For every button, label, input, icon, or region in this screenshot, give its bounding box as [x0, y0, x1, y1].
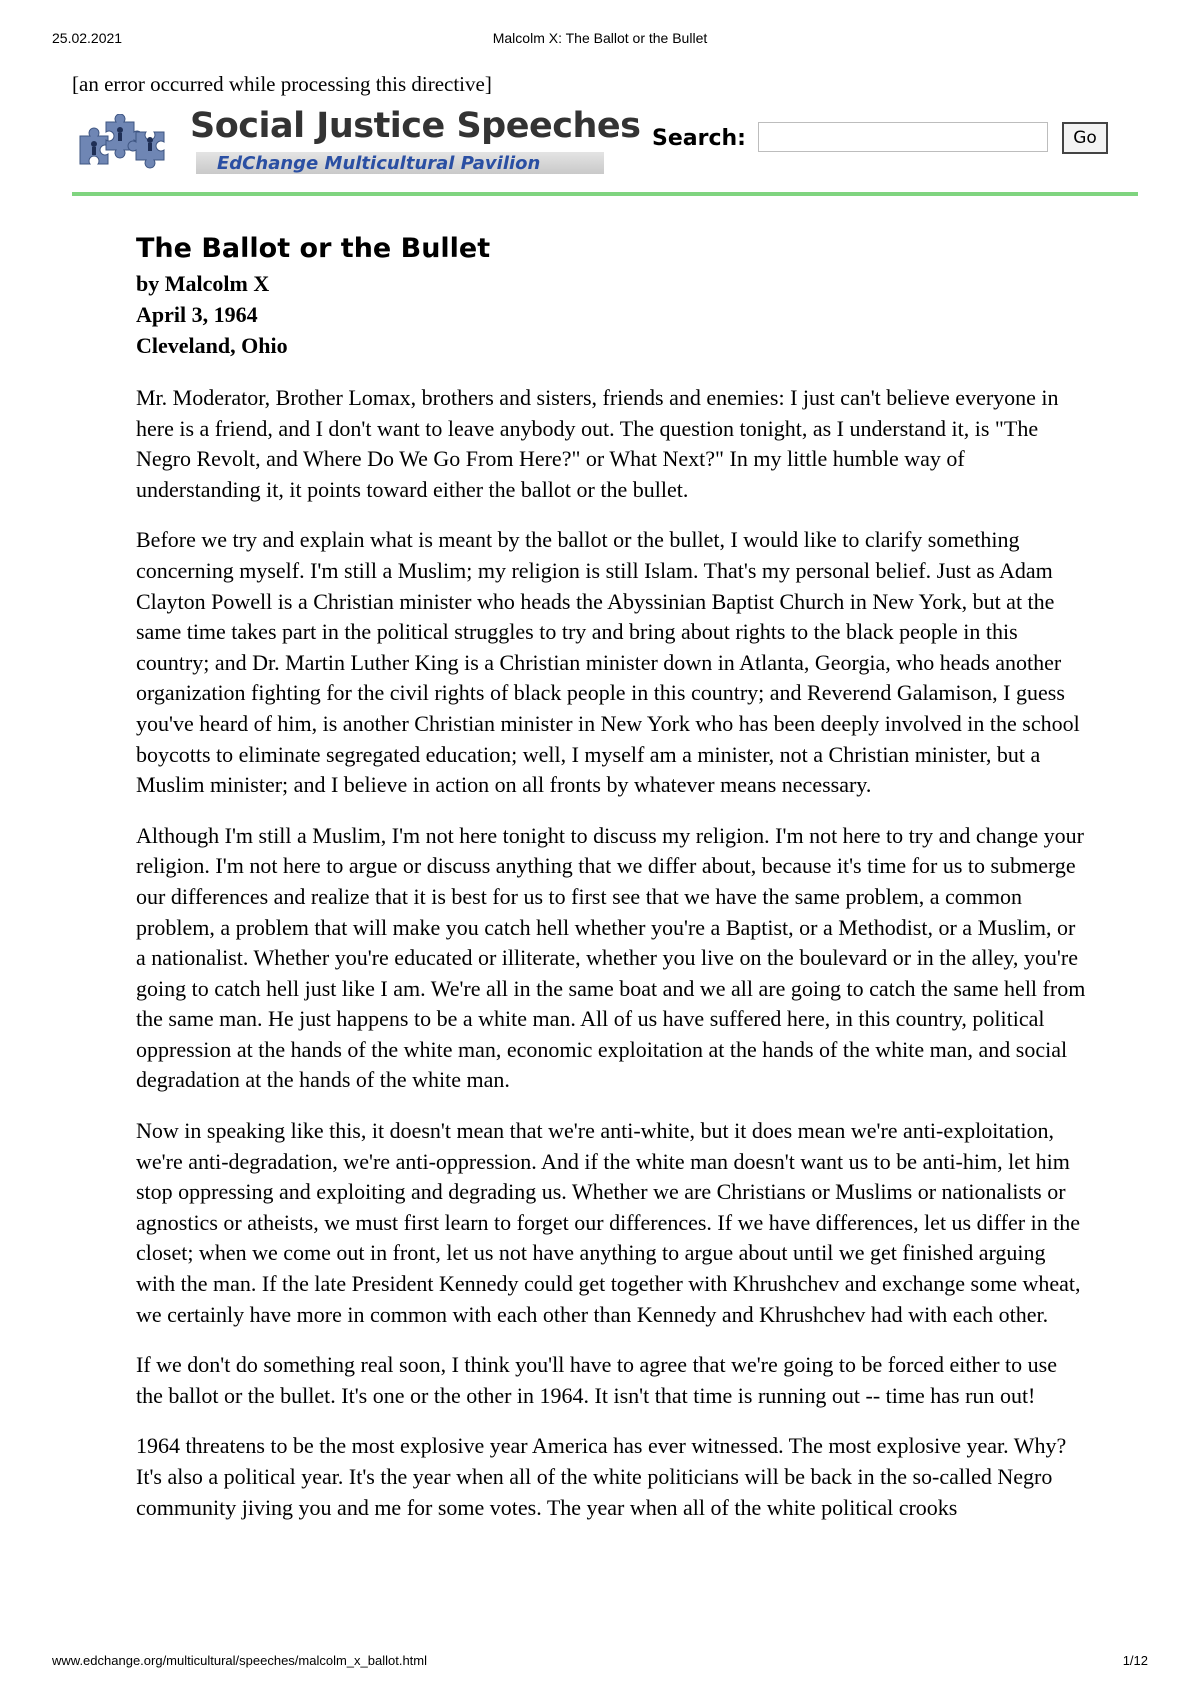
speech-date: April 3, 1964 [136, 302, 258, 327]
speech-paragraph: Mr. Moderator, Brother Lomax, brothers and sisters, friends and enemies: I just can't believe everyone in here is a friend, and I don't want to leave anybody out. The question tonight, as I understand it, is "The Negro Revolt, and Where Do We Go From Here?" or What Next?" In my little humble way of understanding it, it points toward either the ballot or the bullet. [136, 385, 1059, 502]
site-logo[interactable] [72, 106, 641, 176]
print-page-number: 1/12 [1122, 1653, 1148, 1668]
header-divider [72, 192, 1138, 196]
site-header [72, 106, 1138, 186]
speech-location: Cleveland, Ohio [136, 333, 288, 358]
speech-author: by Malcolm X [136, 271, 270, 296]
print-date: 25.02.2021 [52, 30, 123, 46]
speech-paragraph: If we don't do something real soon, I think you'll have to agree that we're going to be forced either to use the ballot or the bullet. It's one or the other in 1964. It isn't that time is running out -- time has run out! [136, 1352, 1057, 1408]
server-error-message: [an error occurred while processing this directive] [72, 72, 492, 96]
search-label: Search: [652, 126, 746, 151]
print-url: www.edchange.org/multicultural/speeches/malcolm_x_ballot.html [52, 1653, 428, 1668]
speech-paragraph: 1964 threatens to be the most explosive year America has ever witnessed. The most explosive year. Why? It's also a political year. It's the year when all of the white politicians will be back in the so-called Negro community jiving you and me for some votes. The year when all of the white political crooks [136, 1433, 1067, 1520]
print-header [52, 30, 1148, 50]
search-input[interactable] [758, 122, 1048, 152]
speech-paragraph: Before we try and explain what is meant by the ballot or the bullet, I would like to clarify something concerning myself. I'm still a Muslim; my religion is still Islam. That's my personal belief. Just as Adam Clayton Powell is a Christian minister who heads the Abyssinian Baptist Church in New York, but at the same time takes part in the political struggles to try and bring about rights to the black people in this country; and Dr. Martin Luther King is a Christian minister down in Atlanta, Georgia, who heads another organization fighting for the civil rights of black people in this country; and Reverend Galamison, I guess you've heard of him, is another Christian minister in New York who has been deeply involved in the school boycotts to eliminate segregated education; well, I myself am a minister, not a Christian minister, but a Muslim minister; and I believe in action on all fronts by whatever means necessary. [136, 527, 1080, 798]
print-footer [52, 1653, 1148, 1673]
speech-article [136, 232, 1088, 1523]
speech-paragraph: Although I'm still a Muslim, I'm not here tonight to discuss my religion. I'm not here to try and change your religion. I'm not here to argue or discuss anything that we differ about, because it's time for us to submerge our differences and realize that it is best for us to first see that we have the same problem, a common problem, a problem that will make you catch hell whether you're a Baptist, or a Methodist, or a Muslim, or a nationalist. Whether you're educated or illiterate, whether you live on the boulevard or in the alley, you're going to catch hell just like I am. We're all in the same boat and we all are going to catch the same hell from the same man. He just happens to be a white man. All of us have suffered here, in this country, political oppression at the hands of the white man, economic exploitation at the hands of the white man, and social degradation at the hands of the white man. [136, 822, 1086, 1093]
print-page-title: Malcolm X: The Ballot or the Bullet [492, 30, 708, 46]
speech-paragraph: Now in speaking like this, it doesn't mean that we're anti-white, but it does mean we're anti-exploitation, we're anti-degradation, we're anti-oppression. And if the white man doesn't want us to be anti-him, let him stop oppressing and exploiting and degrading us. Whether we are Christians or Muslims or nationalists or agnostics or atheists, we must first learn to forget our differences. If we have differences, let us differ in the closet; when we come out in front, let us not have anything to argue about until we get finished arguing with the man. If the late President Kennedy could get together with Khrushchev and exchange some wheat, we certainly have more in common with each other than Kennedy and Khrushchev had with each other. [136, 1118, 1081, 1327]
logo-title: Social Justice Speeches [190, 106, 641, 146]
speech-title: The Ballot or the Bullet [136, 233, 491, 264]
logo-subtitle: EdChange Multicultural Pavilion [217, 153, 541, 174]
search-go-button[interactable]: Go [1062, 122, 1108, 154]
puzzle-pieces-icon [76, 114, 172, 170]
